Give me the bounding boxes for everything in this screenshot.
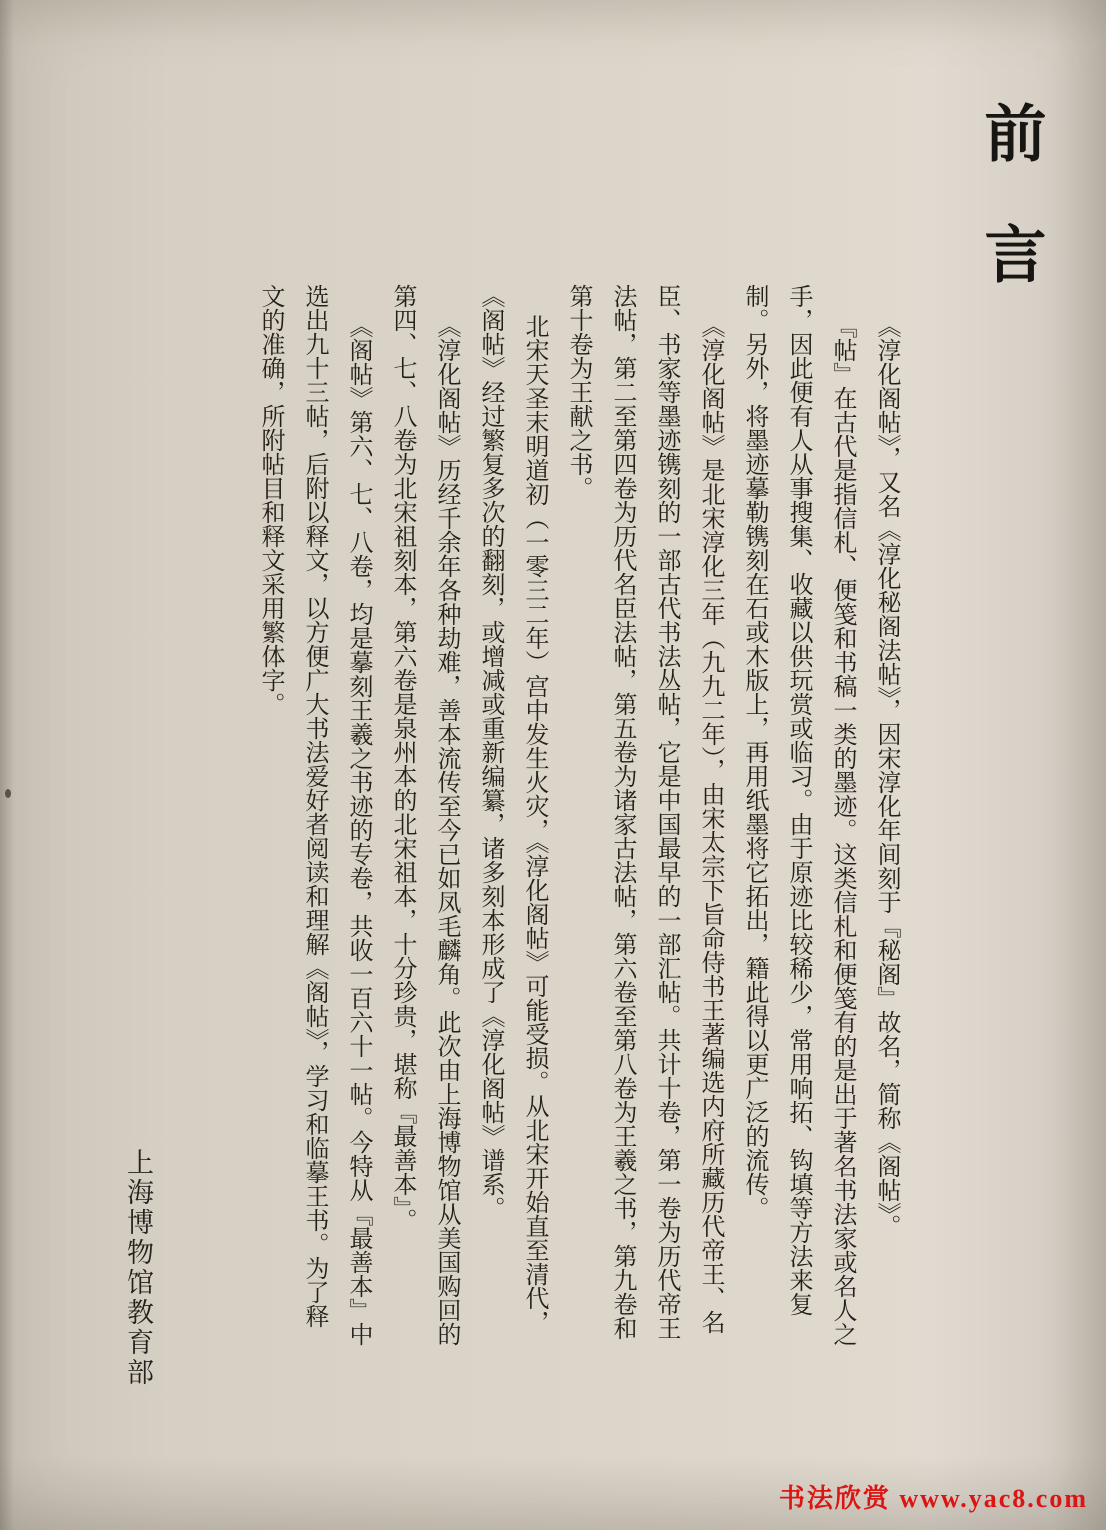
preface-text-block: [248, 284, 908, 1346]
watermark: 书法欣赏 www.yac8.com: [778, 1484, 1088, 1513]
signature: 上海博物馆教育部: [123, 1148, 153, 1388]
page-title: 前言: [975, 101, 1044, 343]
paragraph-2: 『帖』在古代是指信札、便笺和书稿一类的墨迹。这类信札和便笺有的是出于著名书法家或名人之手，因此便有人从事搜集、收藏以供玩赏或临习。由于原迹比较稀少，常用响拓、钩填等方法来复制。另外，将墨迹摹勒镌刻在石或木版上，再用纸墨将它拓出，籍此得以更广泛的流传。: [741, 284, 855, 1346]
paragraph-6: 《阁帖》第六、七、八卷，均是摹刻王羲之书迹的专卷，共收一百六十一帖。今特从『最善本』中选出九十三帖，后附以释文，以方便广大书法爱好者阅读和理解《阁帖》，学习和临摹王书。为了释文的准确，所附帖目和释文采用繁体字。: [257, 284, 371, 1346]
paragraph-4: 北宋天圣末明道初（一零三二年）宫中发生火灾，《淳化阁帖》可能受损。从北宋开始直至清代，《阁帖》经过繁复多次的翻刻，或增减或重新编纂，诸多刻本形成了《淳化阁帖》谱系。: [477, 284, 547, 1334]
paragraph-1: 《淳化阁帖》，又名《淳化秘阁法帖》，因宋淳化年间刻于『秘阁』故名，简称《阁帖》。: [873, 314, 899, 1238]
paragraph-3: 《淳化阁帖》是北宋淳化三年（九九二年），由宋太宗下旨命侍书王著编选内府所藏历代帝王、名臣、书家等墨迹镌刻的一部古代书法丛帖，它是中国最早的一部汇帖。共计十卷，第一卷为历代帝王法帖，第二至第四卷为历代名臣法帖，第五卷为诸家古法帖，第六卷至第八卷为王羲之书，第九卷和第十卷为王献之书。: [565, 284, 723, 1340]
scan-speck: [5, 789, 11, 798]
paragraph-5: 《淳化阁帖》历经千余年各种劫难，善本流传至今已如凤毛麟角。此次由上海博物馆从美国购回的第四、七、八卷为北宋祖刻本，第六卷是泉州本的北宋祖本，十分珍贵，堪称『最善本』。: [389, 284, 459, 1346]
